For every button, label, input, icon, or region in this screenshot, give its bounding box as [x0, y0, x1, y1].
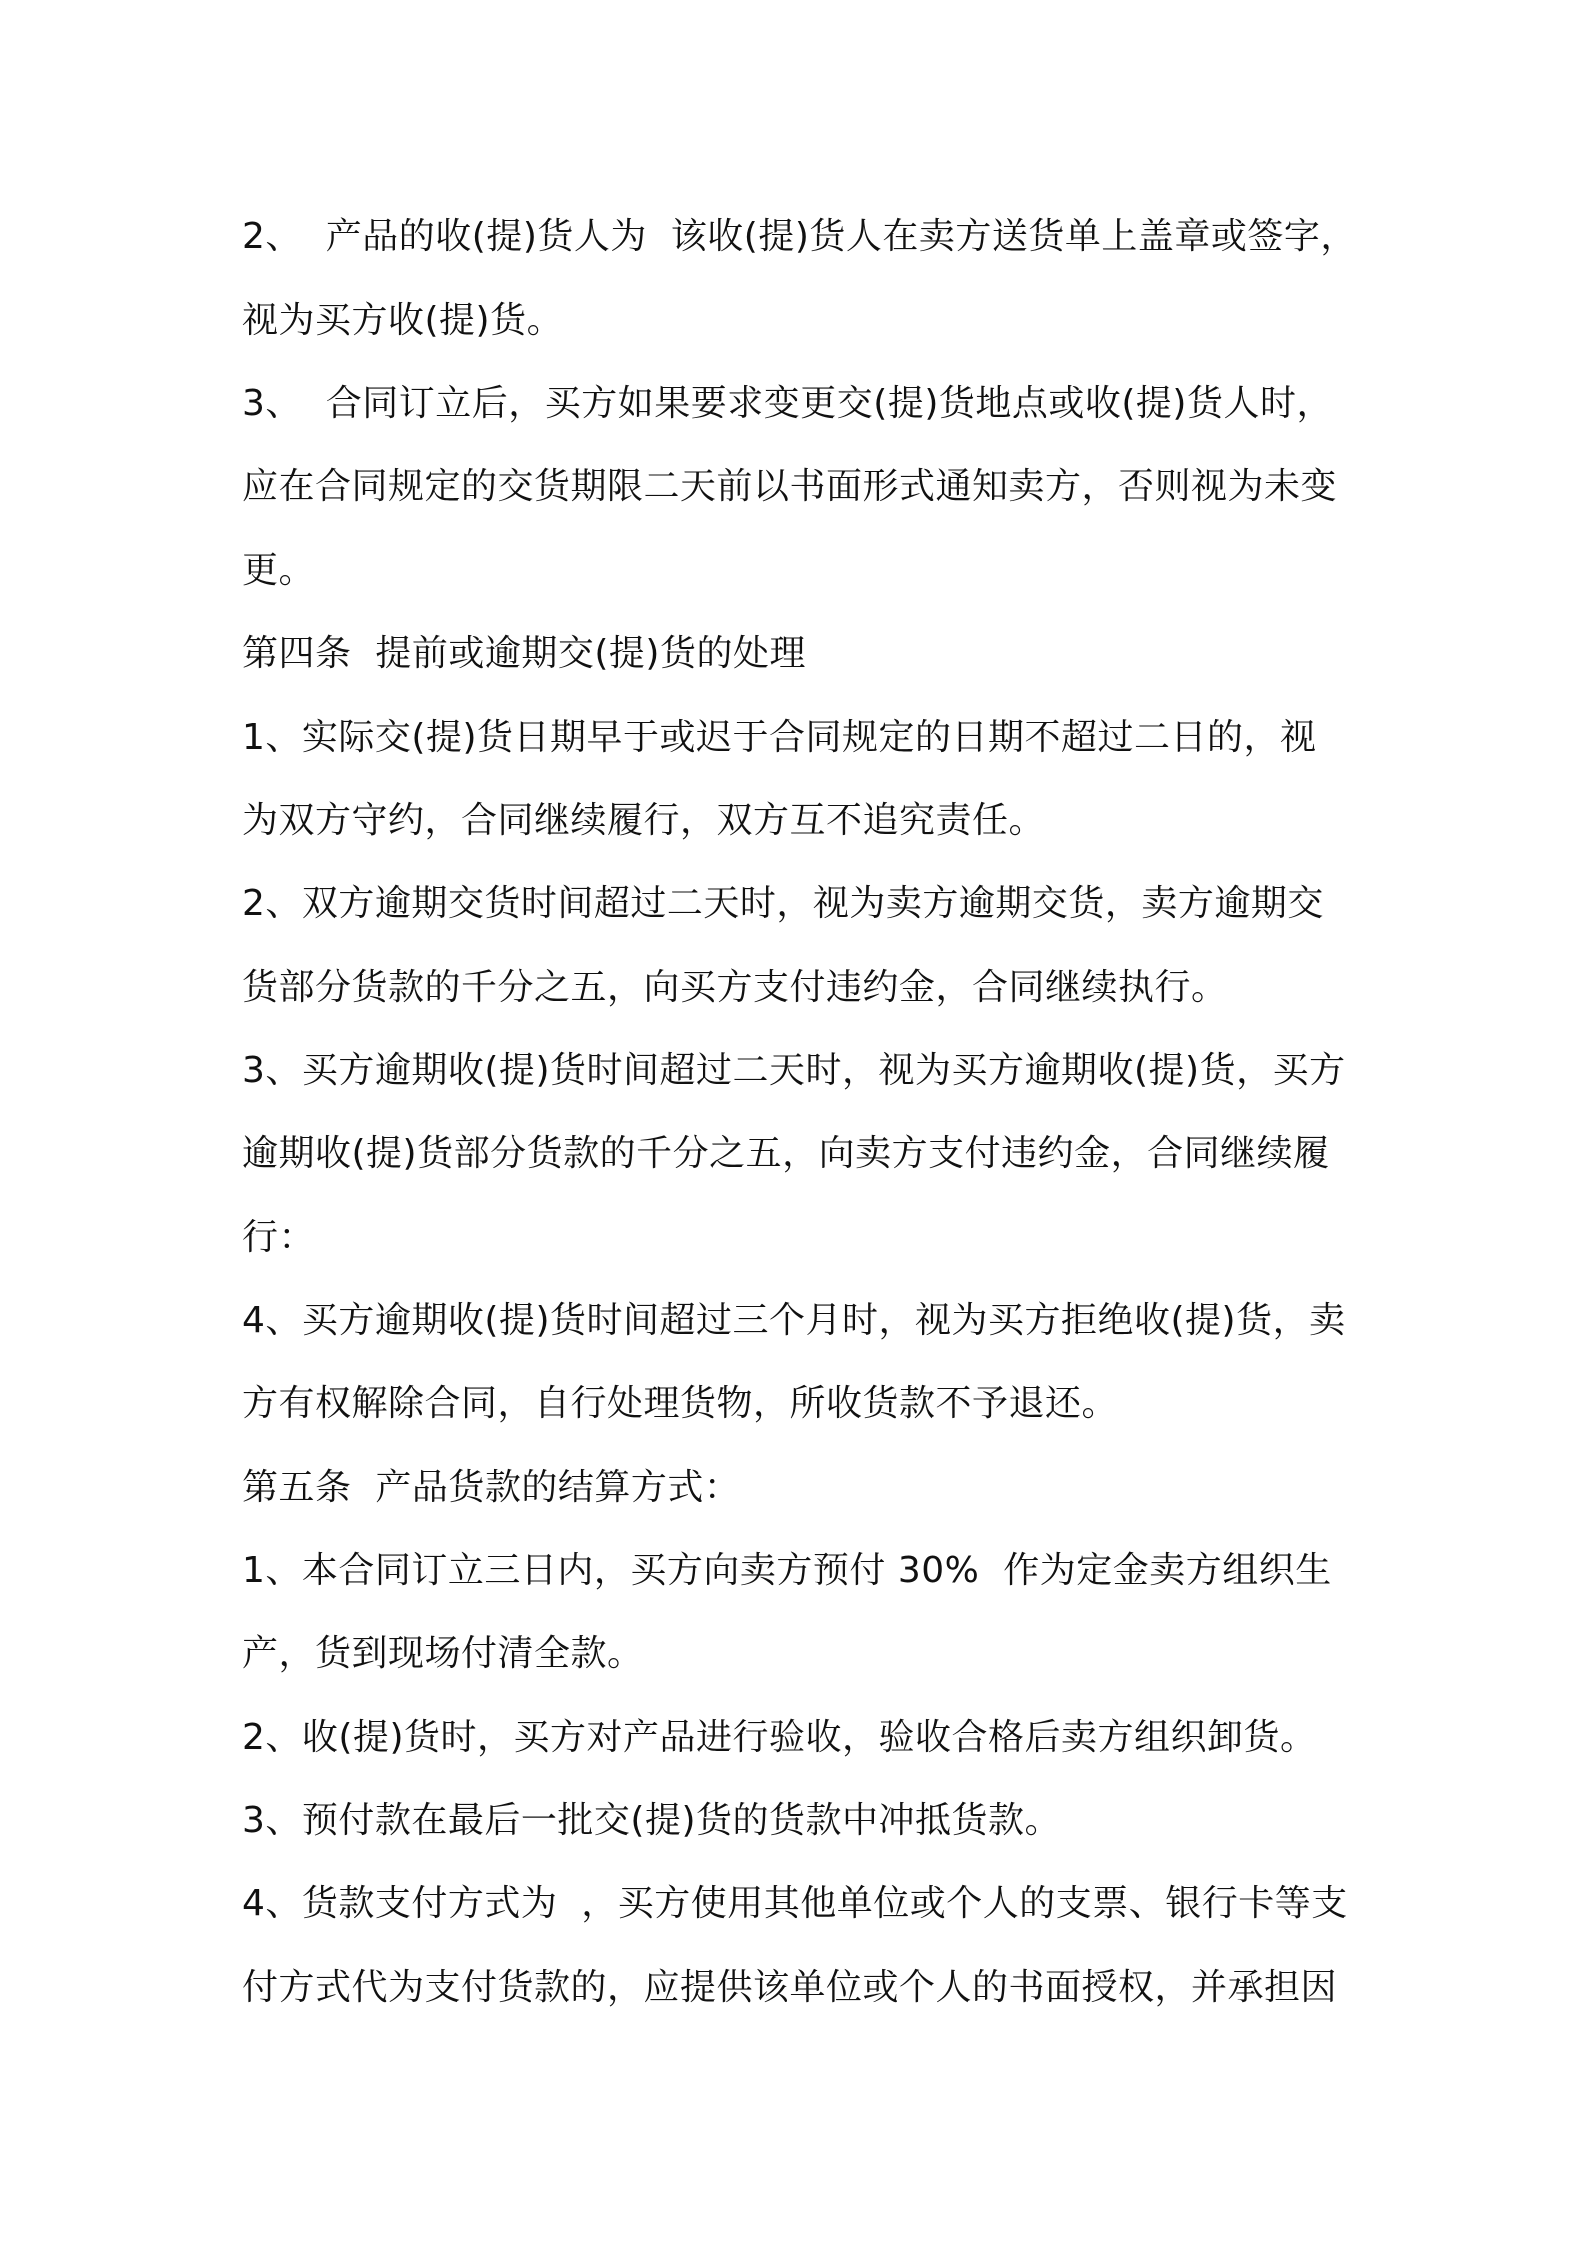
text-line: 产，货到现场付清全款。	[242, 1633, 644, 1674]
text-line: 2、双方逾期交货时间超过二天时，视为卖方逾期交货，卖方逾期交	[242, 883, 1324, 924]
text-line: 更。	[242, 550, 316, 591]
text-line: 1、实际交(提)货日期早于或迟于合同规定的日期不超过二日的，视	[242, 717, 1317, 758]
text-line: 2、 产品的收(提)货人为 该收(提)货人在卖方送货单上盖章或签字，	[242, 216, 1357, 257]
section-heading: 第五条 产品货款的结算方式：	[242, 1467, 741, 1508]
text-line: 行：	[242, 1217, 316, 1258]
text-line: 3、预付款在最后一批交(提)货的货款中冲抵货款。	[242, 1800, 1061, 1841]
text-line: 3、买方逾期收(提)货时间超过二天时，视为买方逾期收(提)货，买方	[242, 1050, 1346, 1091]
text-line: 为双方守约，合同继续履行，双方互不追究责任。	[242, 800, 1046, 841]
text-line: 1、本合同订立三日内，买方向卖方预付 30% 作为定金卖方组织生	[242, 1550, 1332, 1591]
text-line: 3、 合同订立后，买方如果要求变更交(提)货地点或收(提)货人时，	[242, 383, 1333, 424]
text-line: 逾期收(提)货部分货款的千分之五，向卖方支付违约金，合同继续履	[242, 1133, 1330, 1174]
text-line: 付方式代为支付货款的，应提供该单位或个人的书面授权，并承担因	[242, 1967, 1338, 2008]
text-line: 方有权解除合同，自行处理货物，所收货款不予退还。	[242, 1383, 1119, 1424]
text-line: 应在合同规定的交货期限二天前以书面形式通知卖方，否则视为未变	[242, 466, 1338, 507]
text-line: 视为买方收(提)货。	[242, 300, 564, 341]
text-line: 货部分货款的千分之五，向买方支付违约金，合同继续执行。	[242, 967, 1228, 1008]
text-line: 4、货款支付方式为 ，买方使用其他单位或个人的支票、银行卡等支	[242, 1883, 1348, 1924]
section-heading: 第四条 提前或逾期交(提)货的处理	[242, 633, 806, 674]
text-line: 2、收(提)货时，买方对产品进行验收，验收合格后卖方组织卸货。	[242, 1717, 1317, 1758]
text-line: 4、买方逾期收(提)货时间超过三个月时，视为买方拒绝收(提)货，卖	[242, 1300, 1346, 1341]
